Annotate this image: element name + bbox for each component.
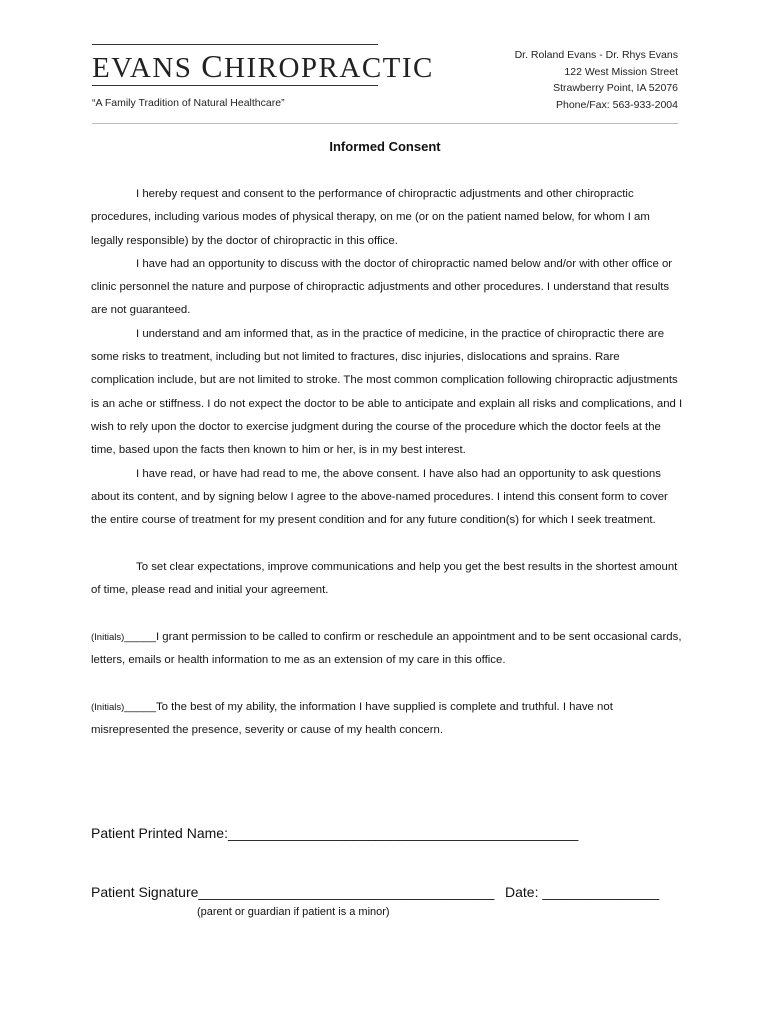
logo xyxy=(92,44,434,86)
consent-body xyxy=(91,183,683,742)
patient-name-line[interactable]: _____________________________________________ xyxy=(227,825,579,841)
initials-label: (Initials) xyxy=(91,701,125,713)
consent-paragraph: I have had an opportunity to discuss with the doctor of chiropractic named below and/or with other office or clinic personnel the nature and purpose of chiropractic adjustments and other procedures. I understand that results are not guaranteed. xyxy=(91,257,673,317)
date-label: Date: xyxy=(505,884,543,900)
consent-paragraph: I understand and am informed that, as in the practice of medicine, in the practice of chiropractic there are some risks to treatment, including but not limited to fractures, disc injuries, dislocations and sprains. Rare complication include, but are not limited to stroke. The most common complication following chiropractic adjustments is an ache or stiffness. I do not expect the doctor to be able to anticipate and explain all risks and complications, and I wish to rely upon the doctor to exercise judgment during the course of the procedure which the doctor feels at the time, based upon the facts then known to him or her, is in my best interest. xyxy=(91,327,683,457)
logo-wordmark: EVANS CHIROPRACTIC xyxy=(92,44,378,86)
patient-name-field xyxy=(91,825,578,841)
expectations-paragraph: To set clear expectations, improve communications and help you get the best results in the shortest amount of time, please read and initial your agreement. xyxy=(91,560,678,597)
header-divider xyxy=(92,123,678,124)
initials-blank[interactable]: _____ xyxy=(124,630,156,643)
address-line: Strawberry Point, IA 52076 xyxy=(553,82,678,94)
initials-label: (Initials) xyxy=(91,631,125,643)
consent-paragraph: I hereby request and consent to the performance of chiropractic adjustments and other chiropractic procedures, including various modes of physical therapy, on me (or on the patient named below, for whom I am legally responsible) by the doctor of chiropractic in this office. xyxy=(91,188,650,247)
patient-signature-line[interactable]: ______________________________________ xyxy=(198,884,495,900)
address-line: 122 West Mission Street xyxy=(564,65,678,78)
patient-name-label: Patient Printed Name: xyxy=(91,825,228,841)
address-line: Dr. Roland Evans - Dr. Rhys Evans xyxy=(514,49,678,61)
address-line: Phone/Fax: 563-933-2004 xyxy=(555,98,678,111)
initial-statement xyxy=(91,626,683,673)
patient-signature-label: Patient Signature xyxy=(91,884,199,900)
document-title: Informed Consent xyxy=(329,139,441,154)
consent-paragraph: I have read, or have had read to me, the above consent. I have also had an opportunity to ask questions about its content, and by signing below I agree to the above-named procedures. I intend this consent form to cover the entire course of treatment for my present condition and for any future condition(s) for which I seek treatment. xyxy=(91,467,668,527)
guardian-note: (parent or guardian if patient is a minor) xyxy=(197,906,390,918)
patient-signature-field xyxy=(91,884,494,900)
date-line[interactable]: _______________ xyxy=(542,884,660,900)
initial-statement xyxy=(91,696,683,743)
practice-address xyxy=(515,47,678,113)
initial-statement-text: To the best of my ability, the information I have supplied is complete and truthful. I have not misrepresented the presence, severity or cause of my health concern. xyxy=(91,700,613,736)
date-field xyxy=(505,884,659,900)
initials-blank[interactable]: _____ xyxy=(124,700,156,713)
tagline: “A Family Tradition of Natural Healthcare” xyxy=(92,97,285,109)
initial-statement-text: I grant permission to be called to confirm or reschedule an appointment and to be sent occasional cards, letters, emails or health information to me as an extension of my care in this office. xyxy=(91,630,682,666)
